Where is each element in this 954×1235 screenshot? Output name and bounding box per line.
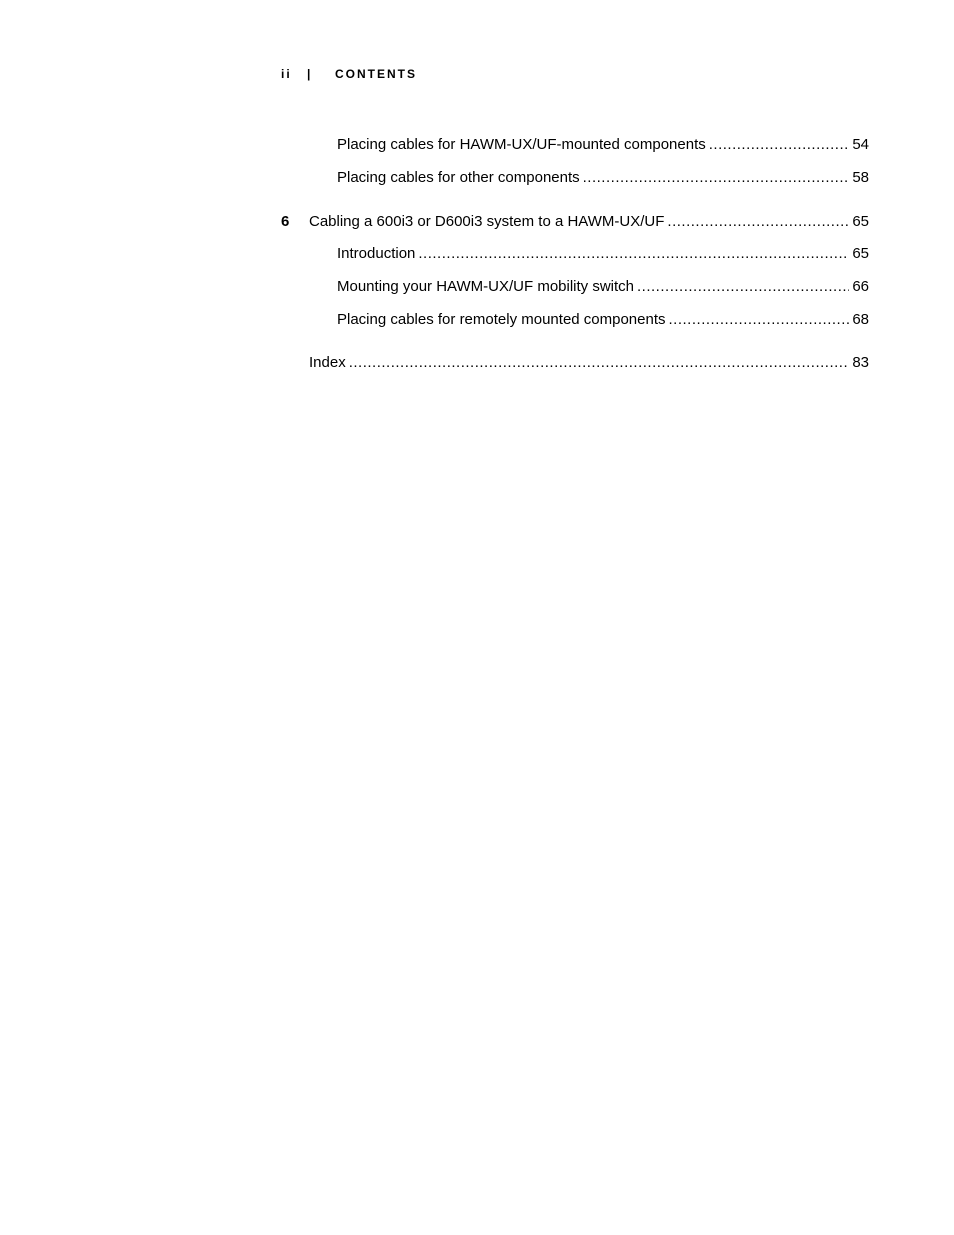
running-header (281, 66, 417, 82)
toc-entry-title: Index (309, 354, 346, 371)
toc-dot-leader (669, 310, 850, 330)
toc-index-entry[interactable] (309, 353, 869, 373)
header-separator: | (307, 67, 313, 81)
toc-entry-page: 65 (852, 213, 869, 230)
toc-entry-page: 68 (852, 311, 869, 328)
toc-dot-leader (418, 244, 849, 264)
toc-entry-title: Placing cables for other components (337, 169, 580, 186)
toc-dot-leader (667, 212, 849, 232)
toc-entry-title: Introduction (337, 245, 416, 262)
toc-entry-page: 54 (852, 136, 869, 153)
toc-entry-title: Placing cables for remotely mounted components (337, 311, 666, 328)
toc-dot-leader (709, 135, 850, 155)
toc-chapter-entry[interactable] (281, 212, 869, 232)
toc-entry[interactable] (337, 135, 869, 155)
toc-entry-page: 58 (852, 169, 869, 186)
toc-entry[interactable] (337, 244, 869, 264)
toc-entry-page: 83 (852, 354, 869, 371)
header-page-number: ii (281, 67, 292, 81)
toc-dot-leader (349, 353, 850, 373)
toc-chapter-number: 6 (281, 213, 290, 230)
toc-entry-title: Mounting your HAWM-UX/UF mobility switch (337, 278, 635, 295)
toc-entry-title: Cabling a 600i3 or D600i3 system to a HAWM-UX/UF (309, 213, 665, 230)
toc-entry[interactable] (337, 310, 869, 330)
toc-entry-page: 66 (852, 278, 869, 295)
header-section-title: CONTENTS (335, 67, 417, 81)
toc-entry-title: Placing cables for HAWM-UX/UF-mounted components (337, 136, 706, 153)
toc-dot-leader (637, 277, 849, 297)
toc-dot-leader (583, 168, 850, 188)
toc-entry[interactable] (337, 168, 869, 188)
toc-entry[interactable] (337, 277, 869, 297)
toc-entry-page: 65 (852, 245, 869, 262)
